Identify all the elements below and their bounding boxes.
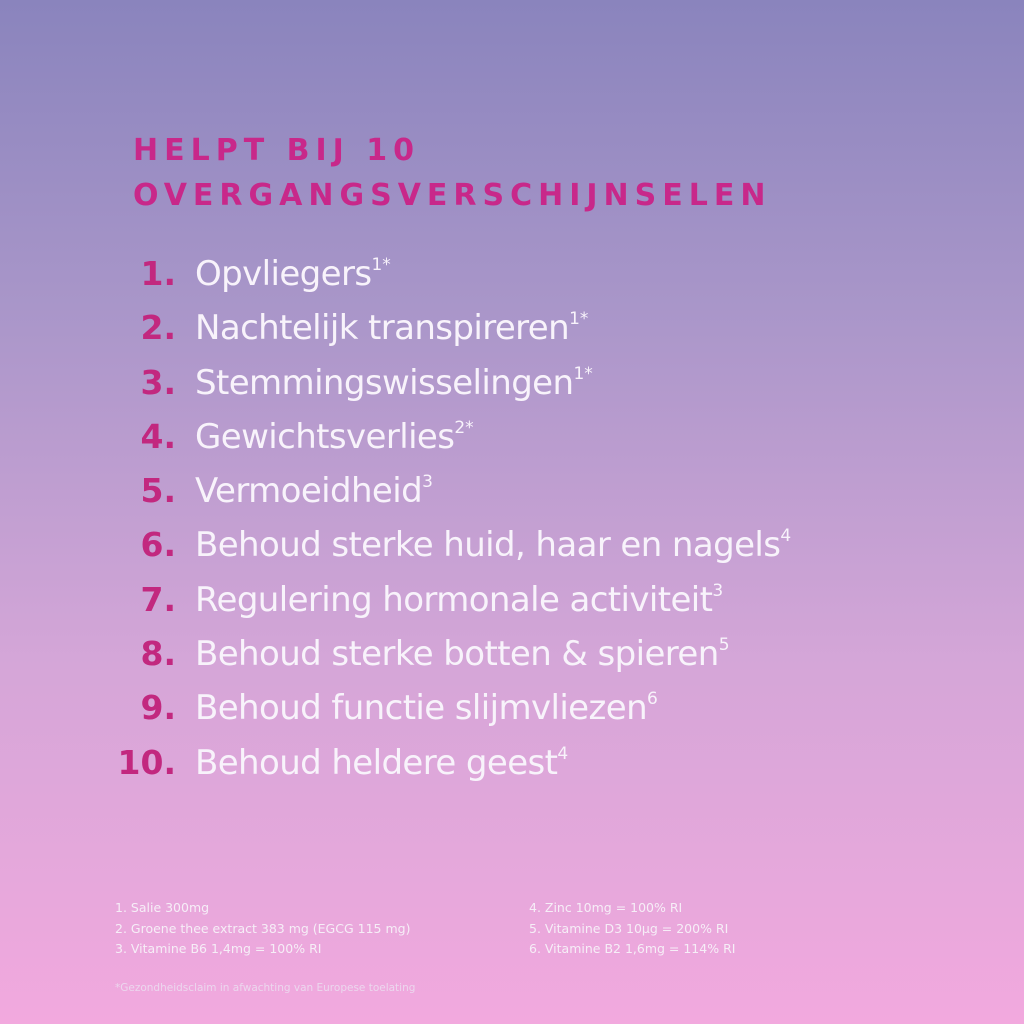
list-item-number: 4. [140, 416, 176, 456]
footnote: 5. Vitamine D3 10µg = 200% RI [529, 920, 729, 936]
list-item [0, 736, 1024, 790]
list-item-label: Regulering hormonale activiteit [195, 579, 713, 620]
list-item-label: Behoud heldere geest [195, 742, 558, 783]
list-item-text [195, 736, 568, 790]
list-item-label: Behoud sterke botten & spieren [195, 634, 719, 675]
footnote: 4. Zinc 10mg = 100% RI [529, 900, 683, 915]
list-item [0, 356, 1024, 410]
list-item-number: 2. [140, 308, 176, 348]
footnote-reference: 6 [647, 689, 658, 710]
footnotes-left [115, 898, 410, 960]
list-item [0, 518, 1024, 572]
footnote-reference: 4 [780, 526, 792, 547]
list-item-text [195, 301, 588, 355]
list-item-text [195, 410, 474, 464]
page-title [133, 128, 993, 218]
disclaimer: *Gezondheidsclaim in afwachting van Europese toelating [115, 982, 416, 994]
footnote-reference: 4 [557, 743, 569, 764]
list-item-label: Gewichtsverlies [195, 416, 455, 457]
list-item-number: 7. [140, 579, 176, 619]
list-item-number: 1. [140, 254, 176, 293]
list-item-label: Vermoeidheid [195, 471, 423, 512]
footnote-reference: 2* [454, 417, 474, 438]
page-title-line-2: OVERGANGSVERSCHIJNSELEN [133, 178, 772, 213]
list-item [0, 573, 1024, 627]
list-item-text [195, 356, 593, 410]
page-title-line-1: HELPT BIJ 10 [133, 133, 420, 168]
list-item-label: Nachtelijk transpireren [195, 308, 570, 349]
footnote: 3. Vitamine B6 1,4mg = 100% RI [115, 941, 322, 956]
list-item [0, 410, 1024, 464]
list-item-number: 10. [117, 742, 176, 782]
list-item-label: Stemmingswisselingen [195, 362, 574, 403]
footnote: 1. Salie 300mg [115, 900, 210, 915]
footnote-reference: 3 [712, 580, 724, 601]
footnotes-right [529, 898, 735, 960]
list-item-number: 9. [140, 688, 176, 728]
list-item-label: Opvliegers [195, 254, 372, 294]
footnote-reference: 1* [573, 363, 593, 384]
list-item [0, 464, 1024, 518]
list-item-text [195, 464, 433, 518]
list-item-text [195, 627, 730, 681]
footnote-reference: 3 [422, 472, 433, 493]
list-item-text [195, 518, 791, 572]
list-item [0, 681, 1024, 735]
list-item-text [195, 681, 658, 735]
list-item-text [195, 573, 723, 627]
list-item-label: Behoud functie slijmvliezen [195, 688, 648, 729]
list-item-label: Behoud sterke huid, haar en nagels [195, 525, 781, 566]
list-item [0, 301, 1024, 355]
list-item-text [195, 247, 391, 301]
footnote-reference: 1* [371, 255, 391, 275]
list-item-number: 8. [140, 634, 176, 674]
list-item-number: 3. [140, 362, 176, 402]
footnote: 6. Vitamine B2 1,6mg = 114% RI [529, 941, 736, 956]
list-item-number: 6. [140, 525, 176, 565]
list-item [0, 627, 1024, 681]
list-item-number: 5. [140, 471, 176, 511]
footnote: 2. Groene thee extract 383 mg (EGCG 115 mg) [115, 920, 411, 936]
footnote-reference: 5 [718, 635, 730, 656]
footnote-reference: 1* [569, 309, 589, 330]
symptom-list [0, 247, 1024, 790]
list-item [0, 247, 1024, 301]
